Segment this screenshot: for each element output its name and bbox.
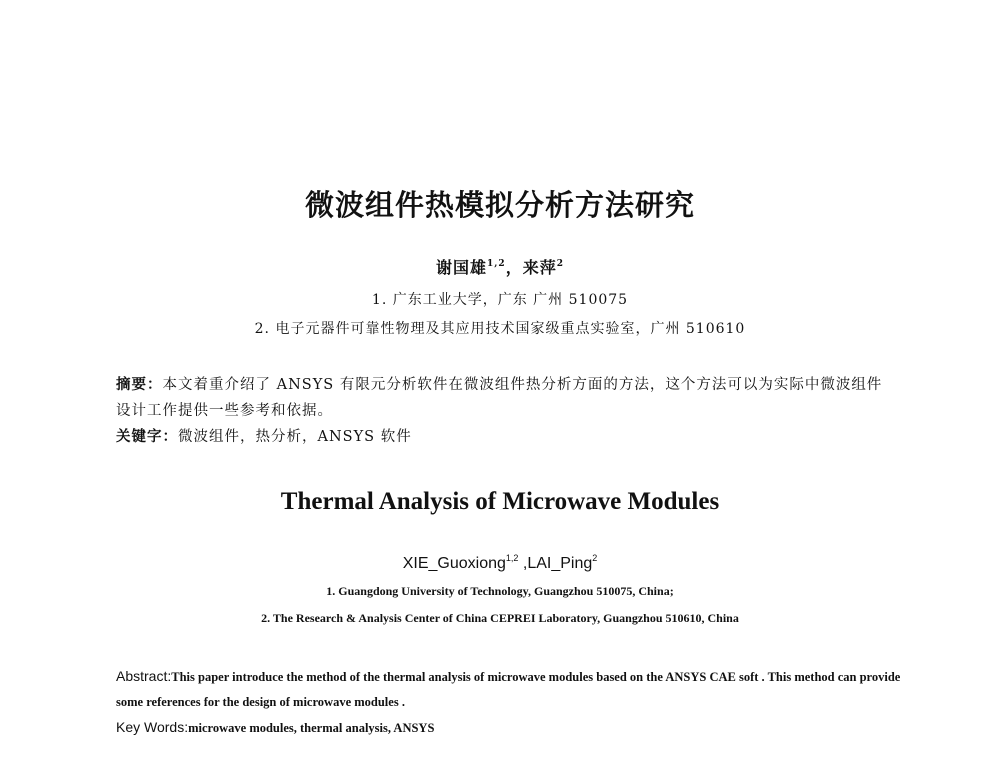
english-keywords-label: Key Words: xyxy=(116,719,189,735)
english-affiliation-2: 2. The Research & Analysis Center of China CEPREI Laboratory, Guangzhou 510610, China xyxy=(261,611,739,625)
english-author-2-affiliation-mark: 2 xyxy=(592,553,598,563)
chinese-author-1: 谢国雄 xyxy=(436,258,488,277)
chinese-abstract-block xyxy=(116,372,896,450)
english-affiliation-1: 1. Guangdong University of Technology, Guangzhou 510075, China; xyxy=(326,584,674,598)
chinese-affiliation-2: 2. 电子元器件可靠性物理及其应用技术国家级重点实验室，广州 510610 xyxy=(254,321,746,337)
english-author-2: LAI_Ping xyxy=(527,555,593,572)
english-title: Thermal Analysis of Microwave Modules xyxy=(280,488,720,515)
english-keywords xyxy=(116,715,906,741)
chinese-abstract-text: 本文着重介绍了 ANSYS 有限元分析软件在微波组件热分析方面的方法，这个方法可以为实际中微波组件设计工作提供一些参考和依据。 xyxy=(116,377,883,419)
chinese-author-1-affiliation-mark: 1,2 xyxy=(487,259,506,269)
chinese-title: 微波组件热模拟分析方法研究 xyxy=(304,188,695,222)
english-abstract-text: This paper introduce the method of the thermal analysis of microwave modules based on the ANSYS CAE soft . This method can provide some references for the design of microwave modules . xyxy=(116,670,901,709)
chinese-author-2: 来萍 xyxy=(522,258,557,277)
chinese-abstract-label: 摘要： xyxy=(116,377,163,393)
english-abstract xyxy=(116,664,906,715)
english-author-separator: , xyxy=(518,555,528,572)
english-author-1-affiliation-mark: 1,2 xyxy=(505,553,519,563)
chinese-author-2-affiliation-mark: 2 xyxy=(556,259,564,269)
english-authors xyxy=(0,555,1000,573)
chinese-affiliation-1: 1. 广东工业大学，广东 广州 510075 xyxy=(371,292,629,308)
english-author-1: XIE_Guoxiong xyxy=(402,555,506,572)
english-abstract-block xyxy=(116,664,906,741)
chinese-author-separator: ， xyxy=(505,258,523,277)
chinese-keywords-text: 微波组件，热分析，ANSYS 软件 xyxy=(178,429,412,445)
chinese-keywords xyxy=(116,424,896,450)
chinese-authors xyxy=(0,255,1000,278)
chinese-abstract xyxy=(116,372,896,424)
chinese-keywords-label: 关键字： xyxy=(116,429,178,445)
english-keywords-text: microwave modules, thermal analysis, ANSYS xyxy=(188,721,435,735)
english-abstract-label: Abstract: xyxy=(116,668,172,684)
